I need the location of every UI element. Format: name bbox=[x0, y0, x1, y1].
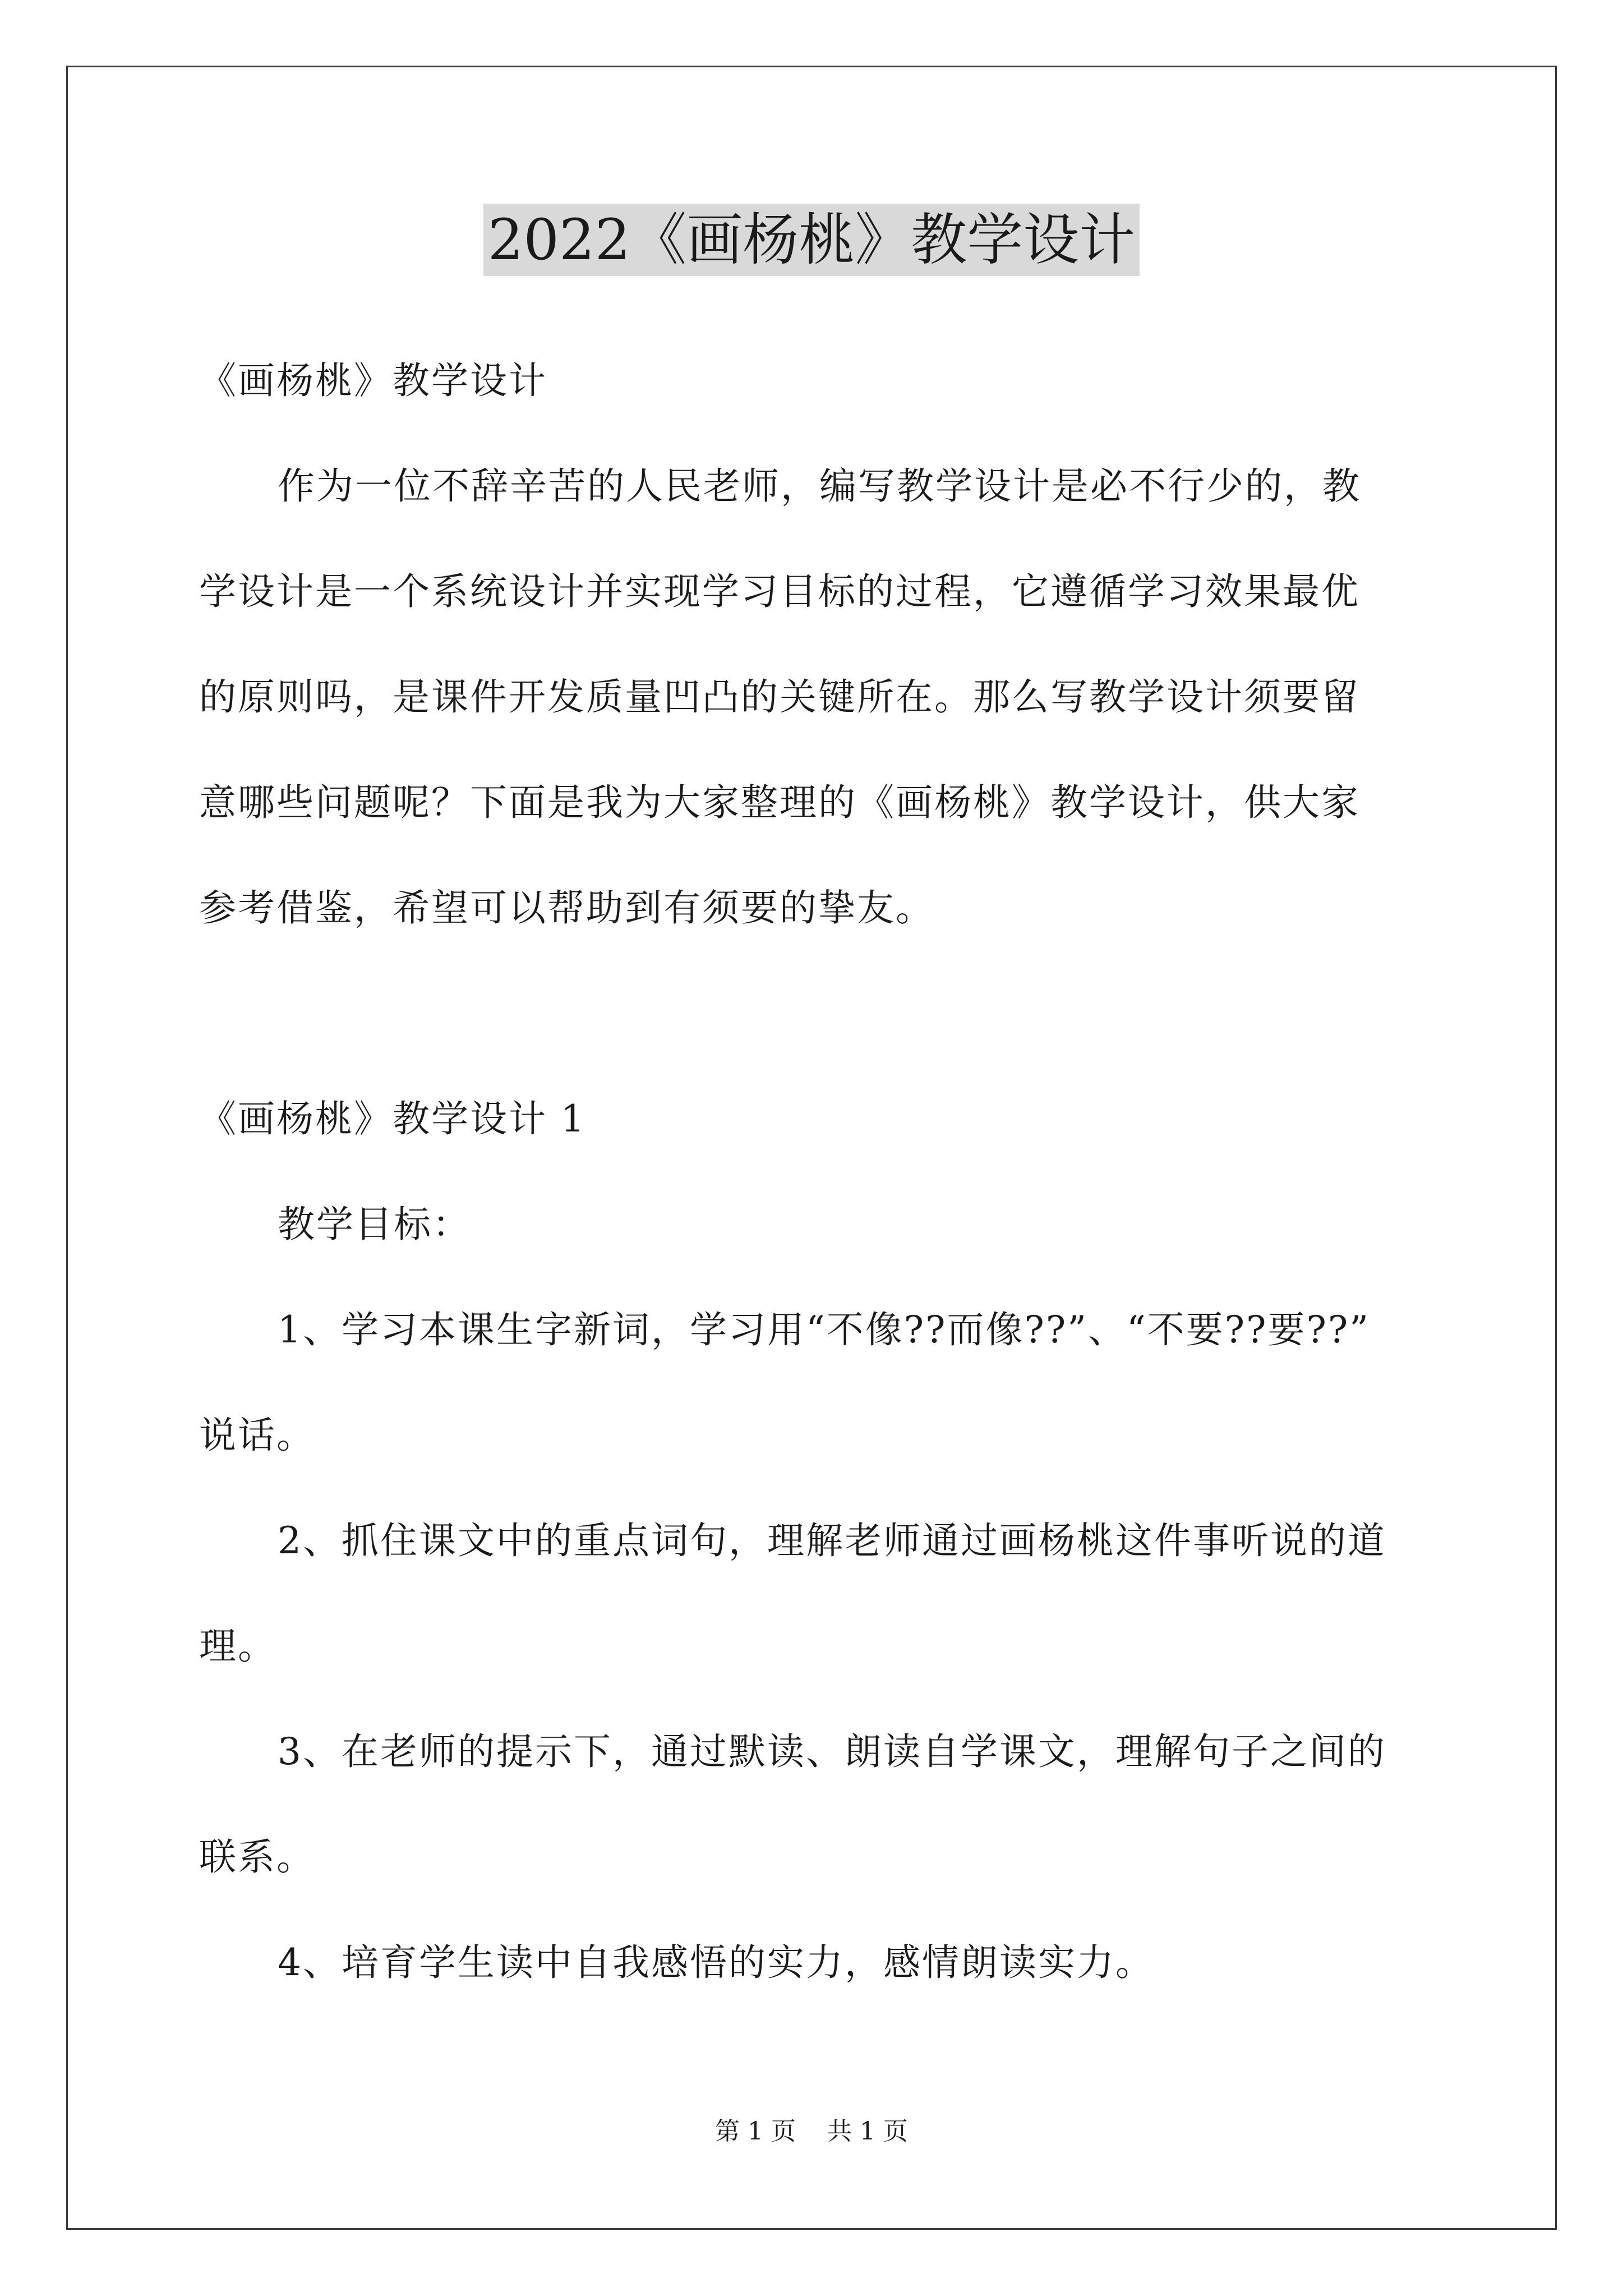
intro-line: 作为一位不辞辛苦的人民老师，编写教学设计是必不行少的，教 bbox=[278, 464, 1361, 508]
objective-item-line: 说话。 bbox=[199, 1414, 315, 1457]
objective-item-line: 1、学习本课生字新词，学习用“不像??而像??”、“不要??要??” bbox=[278, 1308, 1371, 1351]
objective-item-line: 理。 bbox=[199, 1625, 276, 1668]
intro-line: 学设计是一个系统设计并实现学习目标的过程，它遵循学习效果最优 bbox=[199, 570, 1360, 613]
document-subtitle: 《画杨桃》教学设计 bbox=[199, 359, 547, 402]
intro-line: 意哪些问题呢？下面是我为大家整理的《画杨桃》教学设计，供大家 bbox=[199, 781, 1360, 824]
objective-item-line: 4、培育学生读中自我感悟的实力，感情朗读实力。 bbox=[278, 1941, 1154, 1984]
page-number-footer: 第 1 页 共 1 页 bbox=[715, 2117, 908, 2146]
section-heading: 《画杨桃》教学设计 1 bbox=[199, 1097, 586, 1140]
objectives-label: 教学目标： bbox=[278, 1203, 471, 1246]
page-title bbox=[0, 201, 1623, 279]
intro-line: 的原则吗，是课件开发质量凹凸的关键所在。那么写教学设计须要留 bbox=[199, 675, 1360, 719]
intro-line: 参考借鉴，希望可以帮助到有须要的挚友。 bbox=[199, 886, 934, 930]
objective-item-line: 联系。 bbox=[199, 1835, 315, 1879]
page-title-text: 2022《画杨桃》教学设计 bbox=[483, 204, 1140, 276]
objective-item-line: 2、抓住课文中的重点词句，理解老师通过画杨桃这件事听说的道 bbox=[278, 1519, 1386, 1562]
objective-item-line: 3、在老师的提示下，通过默读、朗读自学课文，理解句子之间的 bbox=[278, 1730, 1386, 1773]
